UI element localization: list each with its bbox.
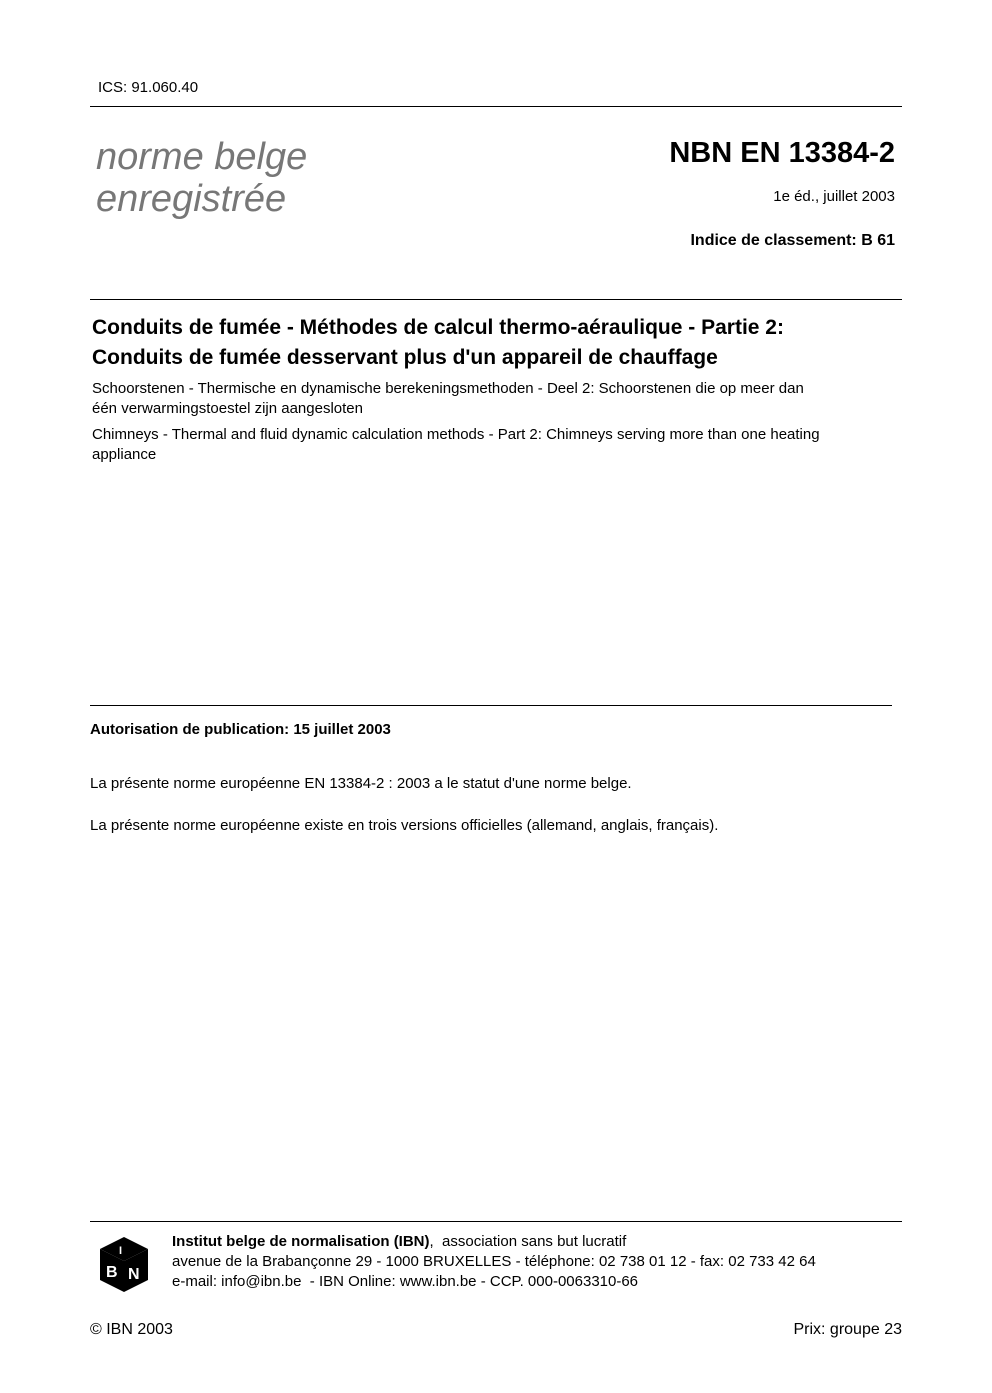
brand-line-1: norme belge [96, 136, 308, 178]
copyright: © IBN 2003 [90, 1321, 173, 1338]
title-dutch-line-2: één verwarmingstoestel zijn aangesloten [92, 400, 363, 417]
ibn-logo-icon [97, 1234, 151, 1294]
title-dutch [92, 379, 902, 419]
ics-code: ICS: 91.060.40 [98, 79, 199, 96]
publication-authorisation: Autorisation de publication: 15 juillet 2003 [90, 721, 391, 738]
title-divider [90, 299, 902, 300]
edition-date: 1e éd., juillet 2003 [773, 188, 895, 205]
title-english [92, 425, 902, 465]
title-english-line-1: Chimneys - Thermal and fluid dynamic calculation methods - Part 2: Chimneys serving more than one heating [92, 426, 820, 443]
title-dutch-line-1: Schoorstenen - Thermische en dynamische berekeningsmethoden - Deel 2: Schoorstenen die op meer dan [92, 380, 804, 397]
institute-address: avenue de la Brabançonne 29 - 1000 BRUXELLES - téléphone: 02 738 01 12 - fax: 02 733 42 64 [172, 1253, 816, 1270]
institute-contact: e-mail: info@ibn.be - IBN Online: www.ibn.be - CCP. 000-0063310-66 [172, 1273, 639, 1290]
svg-text:B: B [106, 1264, 118, 1281]
status-paragraph: La présente norme européenne EN 13384-2 : 2003 a le statut d'une norme belge. [90, 775, 632, 792]
institute-line [172, 1232, 816, 1252]
brand-line-2: enregistrée [96, 178, 287, 220]
standard-number: NBN EN 13384-2 [669, 137, 895, 169]
title-french-line-2: Conduits de fumée desservant plus d'un appareil de chauffage [92, 346, 718, 369]
institute-block [172, 1232, 816, 1292]
title-english-line-2: appliance [92, 446, 157, 463]
institute-suffix: , association sans but lucratif [429, 1233, 627, 1250]
price-group: Prix: groupe 23 [793, 1321, 902, 1338]
footer-divider [90, 1221, 902, 1222]
top-divider [90, 106, 902, 107]
svg-text:N: N [128, 1266, 140, 1283]
document-type-label [96, 136, 307, 220]
institute-name: Institut belge de normalisation (IBN) [172, 1233, 430, 1250]
versions-paragraph: La présente norme européenne existe en trois versions officielles (allemand, anglais, français). [90, 817, 719, 834]
svg-text:I: I [119, 1245, 123, 1257]
title-french-line-1: Conduits de fumée - Méthodes de calcul thermo-aéraulique - Partie 2: [92, 316, 784, 339]
body-divider [90, 705, 892, 706]
title-french [92, 313, 902, 373]
classification-index: Indice de classement: B 61 [690, 232, 895, 249]
